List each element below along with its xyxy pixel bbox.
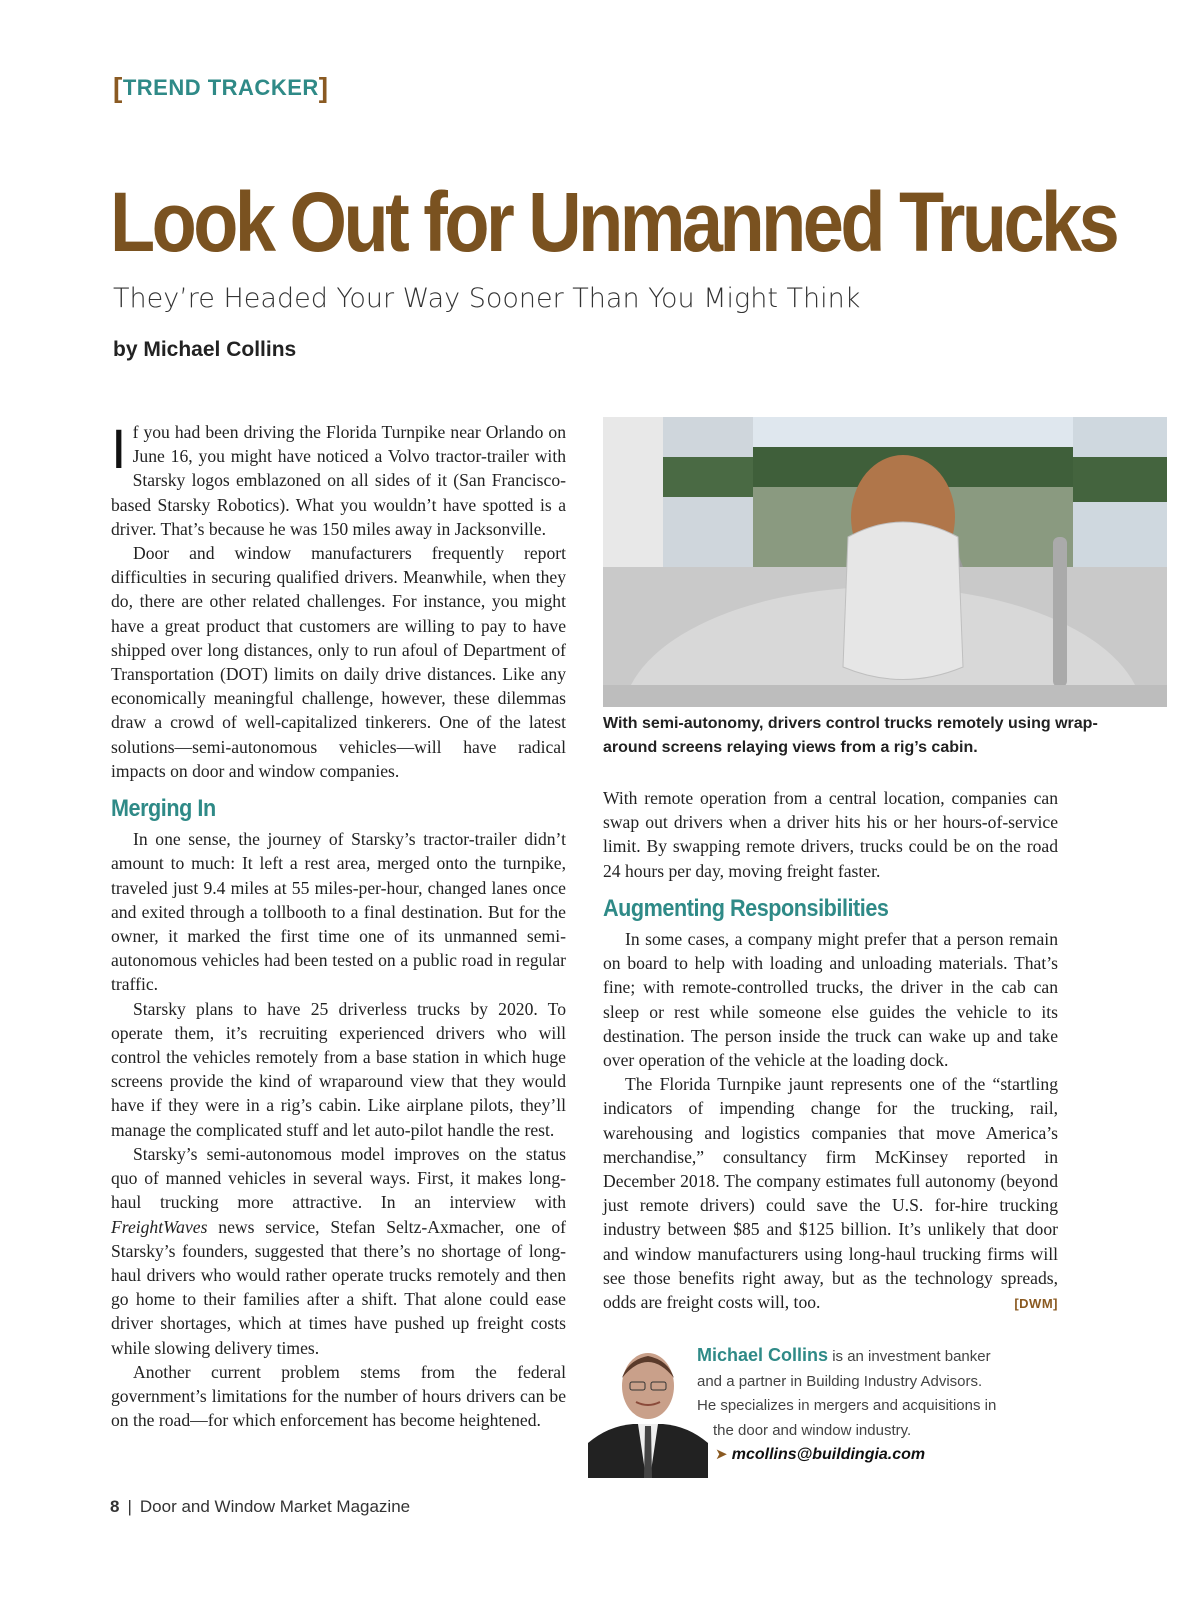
author-photo (588, 1338, 708, 1478)
author-bio (697, 1343, 1117, 1468)
paragraph (111, 417, 566, 541)
bio-email-line (697, 1443, 1117, 1468)
byline: by Michael Collins (113, 338, 297, 361)
bio-line (697, 1343, 1117, 1370)
page-footer (110, 1497, 410, 1517)
paragraph-text: news service, Stefan Seltz-Axmacher, one of Starsky’s founders, suggested that there’s no shortage of long-haul drivers who would rather operate trucks remotely and then go home to their families after a shift. That alone could ease driver shortages, which at times have pushed up freight costs while slowing delivery times. (111, 1216, 566, 1358)
paragraph: In some cases, a company might prefer that a person remain on board to help with loading and unloading materials. That’s fine; with remote-controlled trucks, the driver in the cab can sleep or rest while someone else guides the vehicle to its destination. The person inside the truck can wake up and take over operation of the vehicle at the loading dock. (603, 929, 1058, 1071)
page-number: 8 (110, 1497, 120, 1516)
section-heading-augmenting: Augmenting Responsibilities (603, 894, 889, 922)
kicker-bracket-open: [ (113, 72, 123, 103)
bio-text: is an investment banker (828, 1348, 991, 1365)
paragraph: In one sense, the journey of Starsky’s tractor-trailer didn’t amount to much: It left a rest area, merged onto the turnpike, traveled just 9.4 miles at 55 miles-per-hour, changed lanes once and exited through a tollbooth to a final destination. But for the owner, it marked the first time one of its unmanned semi-autonomous vehicles had been tested on a public road in regular traffic. (111, 829, 566, 995)
paragraph-text: Starsky’s semi-autonomous model improves on the status quo of manned vehicles in several ways. First, it makes long-haul trucking more attractive. In an interview with (111, 1143, 566, 1213)
paragraph-text: The Florida Turnpike jaunt represents one of the “startling indicators of impending change for the trucking, rail, warehousing and logistics companies that move America’s merchandise,” consultancy firm McKinsey reported in December 2018. The company estimates full autonomy (beyond just remote drivers) could save the U.S. for-hire trucking industry between $85 and $125 billion. It’s unlikely that door and window manufacturers using long-haul trucking firms will see those benefits right away, but as the technology spreads, odds are freight costs will, too. (603, 1074, 1058, 1313)
bio-line: and a partner in Building Industry Advisors. (697, 1372, 983, 1390)
kicker-text: TREND TRACKER (122, 75, 319, 100)
paragraph: With remote operation from a central location, companies can swap out drivers when a driver hits his or her hours-of-service limit. By swapping remote drivers, trucks could be on the road 24 hours per day, moving freight faster. (603, 788, 1058, 881)
drop-cap: I (111, 417, 127, 480)
article-column-left (111, 417, 566, 1432)
paragraph-text: f you had been driving the Florida Turnpike near Orlando on June 16, you might have noticed a Volvo tractor-trailer with Starsky logos emblazoned on all sides of it (San Francisco-based Starsky Robotics). What you wouldn’t have spotted is a driver. That’s because he was 150 miles away in Jacksonville. (111, 422, 566, 539)
publication-title: Door and Window Market Magazine (139, 1497, 411, 1516)
paragraph (603, 1072, 1058, 1314)
kicker-bracket-close: ] (318, 72, 329, 103)
article-column-right (603, 786, 1058, 1316)
article-title: Look Out for Unmanned Trucks (110, 175, 1117, 269)
publication-name: FreightWaves (111, 1216, 208, 1237)
author-name: Michael Collins (697, 1345, 829, 1365)
author-email-link[interactable]: mcollins@buildingia.com (731, 1446, 926, 1463)
article-subtitle: They’re Headed Your Way Sooner Than You Might Think (113, 283, 861, 314)
footer-separator: | (127, 1497, 132, 1516)
remote-driving-photo (603, 417, 1167, 707)
photo-caption: With semi-autonomy, drivers control trucks remotely using wrap-around screens relaying views from a rig’s cabin. (603, 715, 1098, 756)
section-kicker (113, 70, 329, 102)
paragraph: Starsky plans to have 25 driverless trucks by 2020. To operate them, it’s recruiting experienced drivers who will control the vehicles remotely from a base station in which huge screens provide the kind of wraparound view that they would have if they were in a rig’s cabin. Like airplane pilots, they’ll manage the complicated stuff and let auto-pilot handle the rest. (111, 998, 566, 1140)
paragraph: Another current problem stems from the federal government’s limitations for the number of hours drivers can be on the road—for which enforcement has become heightened. (111, 1361, 566, 1431)
end-mark: [DWM] (1014, 1296, 1058, 1312)
section-heading-merging-in: Merging In (111, 795, 216, 823)
paragraph (111, 1142, 566, 1360)
arrow-icon: ➤ (715, 1446, 728, 1463)
paragraph: Door and window manufacturers frequently report difficulties in securing qualified drivers. Meanwhile, when they do, there are other related challenges. For instance, you might have a great product that customers are willing to pay to have shipped over long distances, only to run afoul of Department of Transportation (DOT) limits on daily drive distances. Like any economically meaningful challenge, however, these dilemmas draw a crowd of well-capitalized tinkerers. One of the latest solutions—semi-autonomous vehicles—will have radical impacts on door and window companies. (111, 543, 566, 781)
bio-line: He specializes in mergers and acquisitions in (697, 1397, 997, 1414)
bio-line: the door and window industry. (713, 1421, 912, 1439)
